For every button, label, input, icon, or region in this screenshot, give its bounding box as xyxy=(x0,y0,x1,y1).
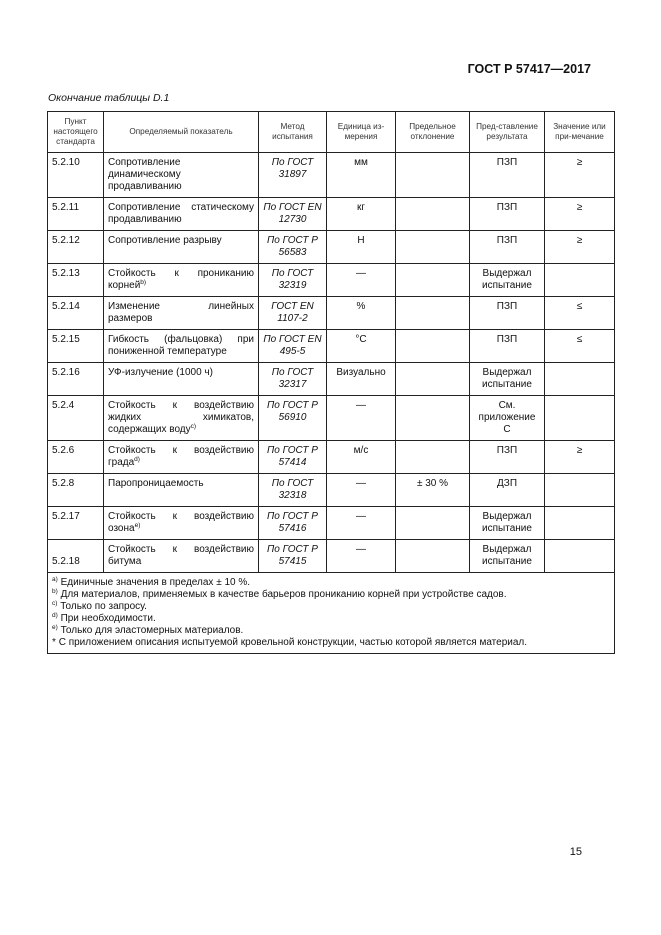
method-cell: По ГОСТ 32318 xyxy=(259,474,327,507)
limit-cell xyxy=(396,540,470,573)
column-header: Определяемый показатель xyxy=(104,112,259,153)
indicator-cell: Стойкость к воздействию жидких химикатов, содержащих воду$^{c)}$ xyxy=(104,396,259,441)
footnote-mark: c) xyxy=(190,423,197,430)
point-number-cell: 5.2.11 xyxy=(48,198,104,231)
unit-cell: — xyxy=(327,264,396,297)
value-cell xyxy=(545,474,615,507)
footnote-mark: * xyxy=(52,637,56,648)
footnote-line xyxy=(52,637,610,649)
point-number-cell: 5.2.4 xyxy=(48,396,104,441)
limit-cell xyxy=(396,441,470,474)
footnote-mark: e) xyxy=(134,522,141,529)
table-row xyxy=(48,330,615,363)
value-cell: ≤ xyxy=(545,297,615,330)
method-cell: По ГОСТ 32319 xyxy=(259,264,327,297)
limit-cell xyxy=(396,264,470,297)
unit-cell: % xyxy=(327,297,396,330)
table-row xyxy=(48,540,615,573)
footnote-text: Только по запросу. xyxy=(60,601,147,612)
footnote-text: Только для эластомерных материалов. xyxy=(60,625,244,636)
value-cell xyxy=(545,264,615,297)
unit-cell: Визуально xyxy=(327,363,396,396)
result-cell: Выдержал испытание xyxy=(470,264,545,297)
indicator-cell: Сопротивление динамическому продавливанию xyxy=(104,153,259,198)
footnote-text: Для материалов, применяемых в качестве барьеров прониканию корней при устройстве садов. xyxy=(60,589,507,600)
point-number-cell: 5.2.6 xyxy=(48,441,104,474)
table-row xyxy=(48,474,615,507)
column-header: Пред-ставление результата xyxy=(470,112,545,153)
method-cell: По ГОСТ Р 57414 xyxy=(259,441,327,474)
indicator-cell: Паропроницаемость xyxy=(104,474,259,507)
footnote-line xyxy=(52,613,610,625)
result-cell: Выдержал испытание xyxy=(470,540,545,573)
point-number-cell: 5.2.14 xyxy=(48,297,104,330)
result-cell: ПЗП xyxy=(470,198,545,231)
result-cell: ПЗП xyxy=(470,441,545,474)
limit-cell xyxy=(396,153,470,198)
footnote-line xyxy=(52,577,610,589)
column-header: Пункт настоящего стандарта xyxy=(48,112,104,153)
footnote-text: Единичные значения в пределах ± 10 %. xyxy=(60,577,251,588)
point-number-cell: 5.2.10 xyxy=(48,153,104,198)
method-cell: По ГОСТ EN 12730 xyxy=(259,198,327,231)
indicator-cell: Стойкость к воздействию града$^{d)}$ xyxy=(104,441,259,474)
column-header: Единица из-мерения xyxy=(327,112,396,153)
point-number-cell: 5.2.15 xyxy=(48,330,104,363)
value-cell: ≥ xyxy=(545,153,615,198)
indicator-cell: Стойкость к воздействию озона$^{e)}$ xyxy=(104,507,259,540)
result-cell: ДЗП xyxy=(470,474,545,507)
table-row xyxy=(48,396,615,441)
footnote-line xyxy=(52,625,610,637)
footnote-mark: d) xyxy=(52,612,58,619)
unit-cell: °С xyxy=(327,330,396,363)
point-number-cell: 5.2.16 xyxy=(48,363,104,396)
result-cell: ПЗП xyxy=(470,231,545,264)
indicator-cell: Стойкость к прониканию корней$^{b)}$ xyxy=(104,264,259,297)
footnote-mark: b) xyxy=(52,588,58,595)
page-number: 15 xyxy=(569,846,582,858)
footnote-line xyxy=(52,589,610,601)
table-row xyxy=(48,363,615,396)
unit-cell: мм xyxy=(327,153,396,198)
unit-cell: — xyxy=(327,540,396,573)
unit-cell: — xyxy=(327,507,396,540)
indicator-cell: Стойкость к воздействию битума xyxy=(104,540,259,573)
method-cell: По ГОСТ Р 56583 xyxy=(259,231,327,264)
unit-cell: м/с xyxy=(327,441,396,474)
limit-cell xyxy=(396,330,470,363)
result-cell: ПЗП xyxy=(470,153,545,198)
point-number-cell: 5.2.17 xyxy=(48,507,104,540)
footnotes xyxy=(48,573,615,654)
method-cell: По ГОСТ Р 57416 xyxy=(259,507,327,540)
unit-cell: — xyxy=(327,396,396,441)
table-row xyxy=(48,231,615,264)
unit-cell: Н xyxy=(327,231,396,264)
document-code: ГОСТ Р 57417—2017 xyxy=(467,62,591,76)
result-cell: См. приложение С xyxy=(470,396,545,441)
indicator-cell: Гибкость (фальцовка) при пониженной температуре xyxy=(104,330,259,363)
method-cell: По ГОСТ Р 56910 xyxy=(259,396,327,441)
indicator-cell: УФ-излучение (1000 ч) xyxy=(104,363,259,396)
point-number-cell: 5.2.13 xyxy=(48,264,104,297)
column-header: Метод испытания xyxy=(259,112,327,153)
method-cell: По ГОСТ EN 495-5 xyxy=(259,330,327,363)
unit-cell: — xyxy=(327,474,396,507)
value-cell: ≥ xyxy=(545,231,615,264)
table-row xyxy=(48,297,615,330)
indicator-cell: Изменение линейных размеров xyxy=(104,297,259,330)
table-row xyxy=(48,153,615,198)
limit-cell xyxy=(396,507,470,540)
point-number-cell: 5.2.18 xyxy=(48,540,104,573)
footnote-mark: c) xyxy=(52,600,58,607)
table-row xyxy=(48,507,615,540)
result-cell: ПЗП xyxy=(470,297,545,330)
value-cell xyxy=(545,363,615,396)
method-cell: По ГОСТ 32317 xyxy=(259,363,327,396)
result-cell: Выдержал испытание xyxy=(470,507,545,540)
column-header: Предельное отклонение xyxy=(396,112,470,153)
footnote-mark: e) xyxy=(52,624,58,631)
value-cell: ≤ xyxy=(545,330,615,363)
unit-cell: кг xyxy=(327,198,396,231)
table-row xyxy=(48,198,615,231)
table-row xyxy=(48,441,615,474)
footnote-mark: b) xyxy=(140,279,147,286)
footnotes-list xyxy=(52,577,610,649)
limit-cell xyxy=(396,297,470,330)
limit-cell xyxy=(396,363,470,396)
limit-cell xyxy=(396,396,470,441)
footnote-text: При необходимости. xyxy=(60,613,156,624)
value-cell xyxy=(545,396,615,441)
table-caption: Окончание таблицы D.1 xyxy=(48,92,170,104)
point-number-cell: 5.2.8 xyxy=(48,474,104,507)
footnote-mark: a) xyxy=(52,576,58,583)
result-cell: Выдержал испытание xyxy=(470,363,545,396)
indicator-cell: Сопротивление статическому продавливанию xyxy=(104,198,259,231)
indicators-table xyxy=(47,111,615,654)
limit-cell xyxy=(396,231,470,264)
footnote-text: С приложением описания испытуемой кровельной конструкции, частью которой является материал. xyxy=(58,637,528,648)
value-cell xyxy=(545,507,615,540)
method-cell: ГОСТ EN 1107-2 xyxy=(259,297,327,330)
table-row xyxy=(48,264,615,297)
footnote-mark: d) xyxy=(134,456,140,463)
value-cell: ≥ xyxy=(545,441,615,474)
column-header: Значение или при-мечание xyxy=(545,112,615,153)
table-body xyxy=(48,153,615,573)
limit-cell xyxy=(396,198,470,231)
limit-cell: ± 30 % xyxy=(396,474,470,507)
method-cell: По ГОСТ Р 57415 xyxy=(259,540,327,573)
value-cell xyxy=(545,540,615,573)
footnote-line xyxy=(52,601,610,613)
indicator-cell: Сопротивление разрыву xyxy=(104,231,259,264)
method-cell: По ГОСТ 31897 xyxy=(259,153,327,198)
table-header-row xyxy=(48,112,615,153)
result-cell: ПЗП xyxy=(470,330,545,363)
value-cell: ≥ xyxy=(545,198,615,231)
point-number-cell: 5.2.12 xyxy=(48,231,104,264)
